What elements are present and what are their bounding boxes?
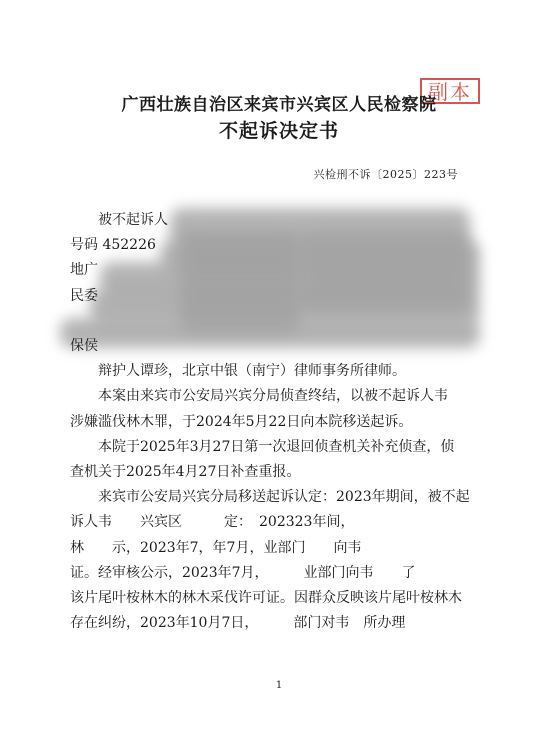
address-partial: 地广 — [70, 262, 98, 279]
findings-fragment: 2023 — [259, 514, 295, 531]
defendant-label: 被不起诉人 — [98, 212, 168, 228]
findings-fragment: 诉人韦 — [70, 514, 112, 531]
case-origin-line2: 涉嫌滥伐林木罪，于2024年5月22日向本院移送起诉。 — [70, 413, 413, 430]
supplementary-line1: 本院于2025年3月27日第一次退回侦查机关补充侦查，侦 — [98, 438, 455, 455]
findings-fragment: 兴宾区 — [140, 514, 182, 531]
findings-fragment: 存在纠纷，2023年10月7日， — [70, 615, 252, 632]
paragraph-defendant — [70, 208, 470, 233]
document-title: 不起诉决定书 — [218, 120, 339, 142]
findings-line: 该片尾叶桉林木的林木采伐许可证。因群众反映该片尾叶桉林木 — [70, 590, 462, 607]
findings-fragment: 23年间， — [294, 514, 355, 531]
paragraph-defendant-line4 — [70, 284, 470, 309]
supplementary-line2: 查机关于2025年4月27日补查重报。 — [70, 464, 301, 481]
findings-fragment: 业部门向韦 — [303, 564, 374, 581]
paragraph-defendant-line3 — [70, 258, 470, 283]
paragraph-defendant-line5 — [70, 309, 470, 334]
ethnicity-partial: 民委 — [70, 287, 98, 304]
findings-fragment: 示，2023年7，年7月，业部门 — [112, 539, 306, 556]
document-number: 兴检刑不诉〔2025〕223号 — [313, 168, 458, 181]
page-number: 1 — [275, 680, 283, 691]
findings-fragment: 所办理 — [363, 615, 406, 632]
paragraph-police-findings — [70, 485, 470, 636]
findings-fragment: 证。经审核公示，2023年7月， — [70, 564, 262, 581]
paragraph-defendant-line2 — [70, 233, 470, 258]
findings-fragment: 定： — [224, 514, 245, 531]
case-origin-line1: 本案由来宾市公安局兴宾分局侦查终结，以被不起诉人韦 — [98, 388, 448, 405]
paragraph-defender: 辩护人谭珍，北京中银（南宁）律师事务所律师。 — [98, 363, 406, 380]
paragraph-supplementary-investigation — [70, 435, 470, 485]
paragraph-case-origin — [70, 384, 470, 434]
organization-name: 广西壮族自治区来宾市兴宾区人民检察院 — [121, 95, 437, 115]
bail-partial: 保侯 — [70, 338, 98, 355]
id-number-partial: 号码 452226 — [70, 237, 156, 254]
document-body — [70, 208, 470, 636]
paragraph-defendant-line6 — [70, 334, 470, 359]
findings-fragment: 向韦 — [333, 539, 362, 556]
findings-fragment: 了 — [401, 564, 416, 581]
findings-line1: 来宾市公安局兴宾分局移送起诉认定：2023年期间，被不起 — [98, 489, 470, 506]
findings-fragment: 部门对韦 — [293, 615, 350, 632]
findings-fragment: 林 — [70, 539, 84, 556]
copy-stamp: 副本 — [420, 78, 480, 104]
